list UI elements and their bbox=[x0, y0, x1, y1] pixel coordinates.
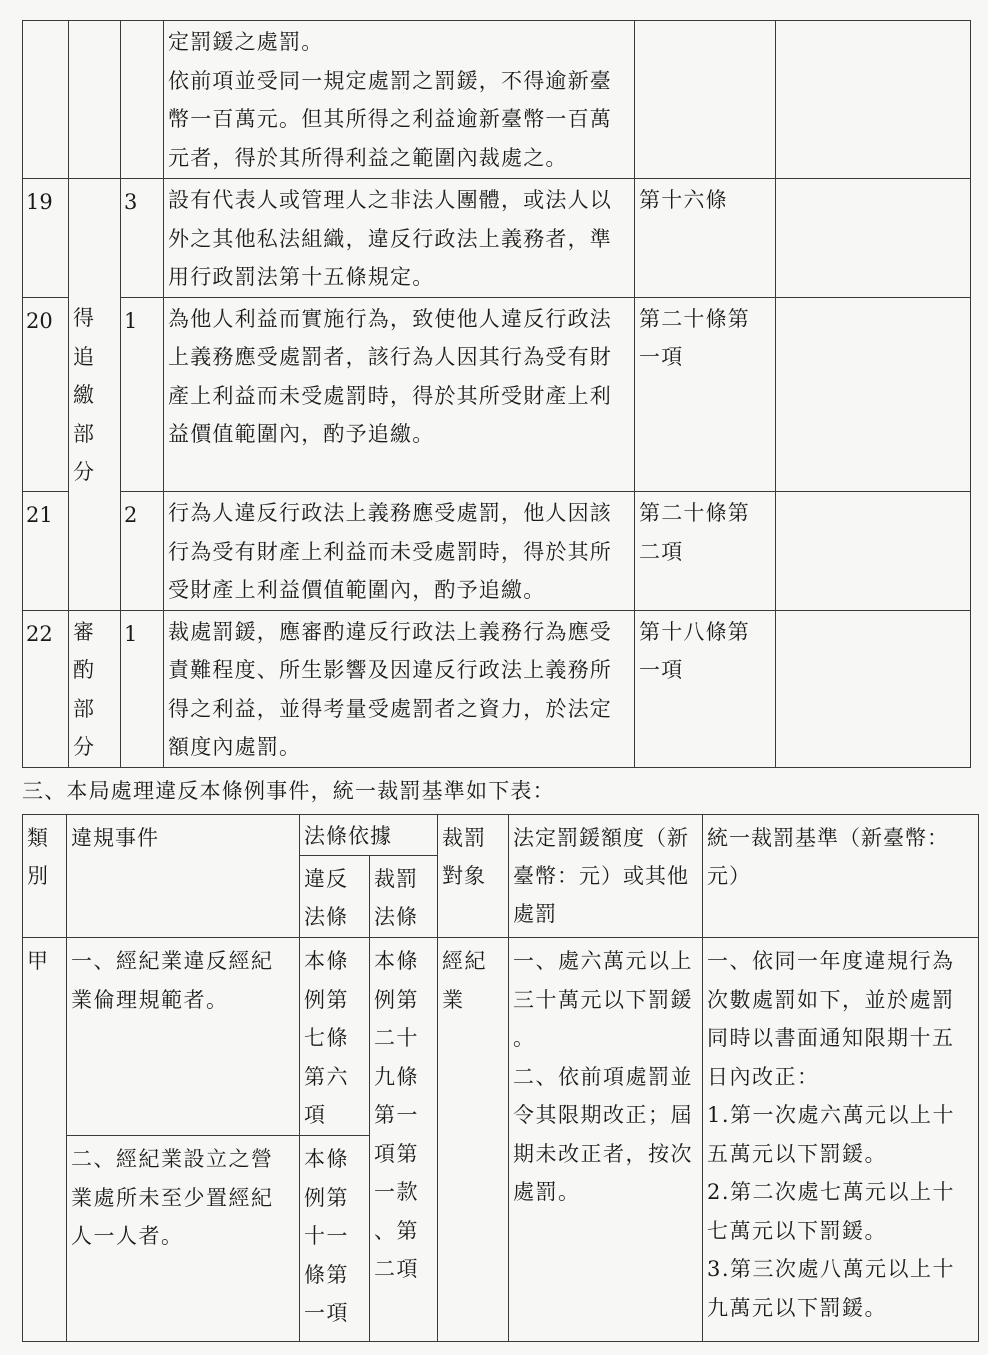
row-text: 設有代表人或管理人之非法人團體，或法人以 外之其他私法組織，違反行政法上義務者，準 用行政罰法第十五條規定。 bbox=[168, 188, 612, 289]
violation-article: 本條 例第 七條 第六 項 bbox=[304, 949, 349, 1127]
penalty-standard-table bbox=[22, 814, 979, 1342]
header-statutory: 法定罰鍰額度（新 臺幣：元）或其他 處罰 bbox=[513, 826, 689, 926]
header-violation-article: 違反 法條 bbox=[304, 867, 348, 929]
unified-standard: 一、依同一年度違規行為 次數處罰如下，並於處罰 同時以書面通知限期十五 日內改正： 1.第一次處六萬元以上十 五萬元以下罰鍰。 2.第二次處七萬元以上十 七萬元以下罰鍰。 3.第三次處八萬元以上十 九萬元以下罰鍰。 bbox=[707, 949, 956, 1320]
statutory-penalty: 一、處六萬元以上 三十萬元以下罰鍰 。 二、依前項處罰並 令其限期改正；屆 期未改正者，按次 處罰。 bbox=[513, 949, 693, 1204]
violation-article: 本條 例第 十一 條第 一項 bbox=[304, 1147, 349, 1325]
row-category bbox=[69, 492, 120, 496]
row-article: 第二十條第 一項 bbox=[639, 306, 750, 369]
row-text: 為他人利益而實施行為，致使他人違反行政法 上義務應受處罰者，該行為人因其行為受有財 產上利益而未受處罰時，得於其所受財產上利 益價值範圍內，酌予追繳。 bbox=[168, 306, 612, 446]
table-header-row bbox=[23, 815, 979, 856]
regulation-table bbox=[22, 20, 971, 768]
table-row bbox=[23, 492, 971, 611]
table-row bbox=[23, 21, 971, 179]
row-category bbox=[69, 179, 120, 183]
row-text: 行為人違反行政法上義務應受處罰，他人因該 行為受有財產上利益而未受處罰時，得於其所 受財產上利益價值範圍內，酌予追繳。 bbox=[168, 501, 612, 602]
event-text: 二、經紀業設立之營 業處所未至少置經紀 人一人者。 bbox=[71, 1147, 274, 1248]
penalty-target: 經紀 業 bbox=[442, 949, 487, 1012]
header-event: 違規事件 bbox=[71, 826, 159, 850]
header-category: 類 別 bbox=[27, 826, 49, 888]
continuation-text: 定罰鍰之處罰。 依前項並受同一規定處罰之罰鍰，不得逾新臺 幣一百萬元。但其所得之利益逾新臺幣一百萬 元者，得於其所得利益之範圍內裁處之。 bbox=[164, 21, 635, 179]
table-row bbox=[23, 938, 979, 1136]
row-category: 得追 繳部 分 bbox=[73, 306, 96, 484]
header-legal-basis: 法條依據 bbox=[304, 824, 392, 848]
row-item: 1 bbox=[124, 308, 138, 333]
row-number: 20 bbox=[26, 308, 53, 333]
row-text: 裁處罰鍰，應審酌違反行政法上義務行為應受 責難程度、所生影響及因違反行政法上義務所 得之利益，並得考量受處罰者之資力，於法定 額度內處罰。 bbox=[168, 619, 612, 759]
row-item: 2 bbox=[124, 503, 138, 527]
row-item: 3 bbox=[124, 190, 138, 214]
row-number: 21 bbox=[26, 503, 53, 527]
row-item: 1 bbox=[124, 621, 138, 646]
table-row bbox=[23, 610, 971, 767]
category-value: 甲 bbox=[27, 949, 49, 973]
table-row bbox=[23, 297, 971, 492]
row-article: 第十六條 bbox=[639, 188, 728, 212]
penalty-article: 本條 例第 二十 九條 第一 項第 一款 、第 二項 bbox=[374, 949, 419, 1281]
header-penalty-article: 裁罰 法條 bbox=[374, 867, 418, 929]
row-category: 審酌 部分 bbox=[73, 619, 96, 759]
row-number: 19 bbox=[26, 190, 53, 214]
section-heading: 三、本局處理違反本條例事件，統一裁罰基準如下表： bbox=[22, 779, 555, 803]
row-article: 第二十條第 二項 bbox=[639, 501, 750, 564]
header-target: 裁罰 對象 bbox=[442, 826, 486, 888]
table-row bbox=[23, 179, 971, 298]
row-number: 22 bbox=[26, 621, 53, 646]
row-article: 第十八條第 一項 bbox=[639, 619, 750, 682]
event-text: 一、經紀業違反經紀 業倫理規範者。 bbox=[71, 949, 274, 1012]
header-standard: 統一裁罰基準（新臺幣： 元） bbox=[707, 826, 949, 888]
